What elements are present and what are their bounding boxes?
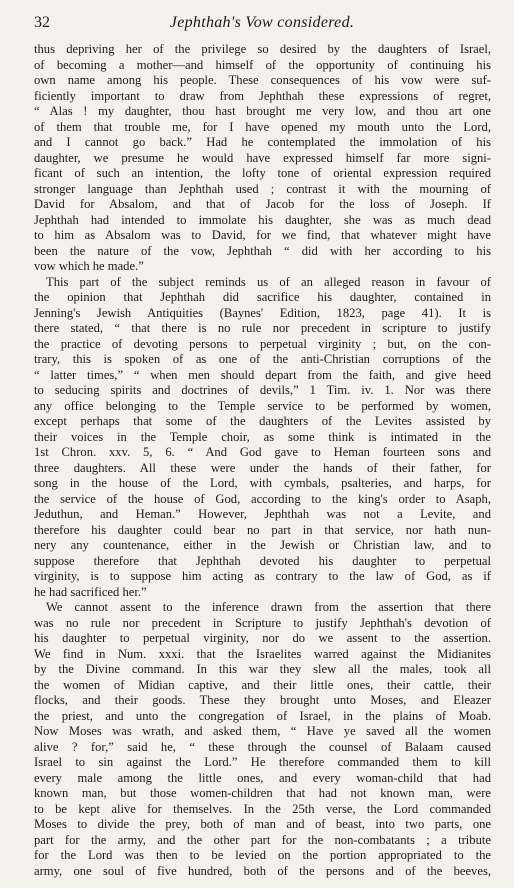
text-line: the service of the house of God, according to the king's order to Asaph, — [34, 491, 491, 506]
text-line: been the nature of the vow, Jephthah “ did with her according to his — [34, 243, 491, 258]
text-line: was no rule nor precedent in Scripture to justify Jephthah's devotion of — [34, 615, 491, 630]
text-line: three daughters. All these were under the hands of their father, for — [34, 460, 491, 475]
text-line: and I cannot go back.” Had he contemplated the immolation of his — [34, 135, 491, 149]
text-line: We cannot assent to the inference drawn from the assertion that there — [46, 600, 491, 614]
text-line: by the Divine command. In this war they slew all the males, took all — [34, 662, 491, 676]
text-line: Israel to sin against the Lord.” He therefore commanded them to kill — [34, 755, 491, 769]
text-line: Jeduthun, and Heman.” However, Jephthah was not a Levite, and — [34, 507, 491, 521]
text-line: their voices in the Temple choir, as some think is intimated in the — [34, 429, 491, 444]
text-line: alive ? for,” said he, “ these through the counsel of Balaam caused — [34, 739, 491, 754]
text-line: ficant of such an intention, the lofty tone of oriental expression required — [34, 166, 491, 180]
text-line: nery any countenance, either in the Jewish or Christian law, and to — [34, 538, 491, 552]
running-title: Jephthah's Vow considered. — [169, 14, 355, 31]
text-line: song in the house of the Lord, with cymbals, psalteries, and harps, for — [34, 476, 491, 490]
text-line: “ Alas ! my daughter, thou hast brought me very low, and thou art one — [34, 104, 491, 118]
text-line: Moses to divide the prey, both of man and of beast, into two parts, one — [34, 817, 491, 831]
text-line: to be kept alive for themselves. In the 25th verse, the Lord commanded — [34, 801, 491, 816]
text-line: Jenning's Jewish Antiquities (Baynes' Edition, 1823, page 41). It is — [34, 305, 491, 320]
text-line: every male among the little ones, and every woman-child that had — [34, 770, 491, 785]
text-line: vow which he made.” — [34, 259, 144, 273]
text-line: there stated, “ that there is no rule nor precedent in scripture to justify — [34, 321, 491, 335]
page-header — [34, 14, 490, 34]
text-line: the practice of devoting persons to perpetual virginity ; but, on the con- — [34, 336, 491, 351]
text-line: This part of the subject reminds us of an alleged reason in favour of — [46, 274, 491, 289]
text-line: for the Lord was then to be levied on the portion appropriated to the — [34, 848, 491, 862]
text-line: suppose therefore that Jephthah devoted his daughter to perpetual — [34, 553, 491, 568]
text-line: of becoming a mother—and himself of the opportunity of continuing his — [34, 57, 491, 72]
text-line: he had sacrificed her.” — [34, 584, 147, 599]
text-line: own name among his people. These consequences of his vow were suf- — [34, 73, 491, 87]
text-line: Jephthah had intended to immolate his daughter, she was as much dead — [34, 212, 491, 227]
text-line: the priest, and unto the congregation of Israel, in the plains of Moab. — [34, 708, 491, 723]
text-line: David for Absalom, and that of Jacob for the loss of Joseph. If — [34, 197, 491, 211]
text-line: thus depriving her of the privilege so desired by the daughters of Israel, — [34, 42, 491, 56]
text-line: to seducing spirits and doctrines of devils,” 1 Tim. iv. 1. Nor was there — [34, 383, 491, 397]
text-line: of them that trouble me, for I have opened my mouth unto the Lord, — [34, 119, 491, 134]
page-number: 32 — [34, 14, 50, 31]
text-line: “ latter times,” “ when men should depart from the faith, and give heed — [34, 367, 491, 382]
text-line: part for the army, and the other part for the non-combatants ; a tribute — [34, 832, 491, 847]
text-line: ficiently important to draw from Jephthah these expressions of regret, — [34, 88, 491, 103]
text-line: 1st Chron. xxv. 5, 6. “ And God gave to Heman fourteen sons and — [34, 445, 491, 459]
text-line: stronger language than Jephthah used ; contrast it with the mourning of — [34, 181, 491, 196]
text-line: the women of Midian captive, and their little ones, their cattle, their — [34, 677, 491, 692]
text-line: army, one soul of five hundred, both of the persons and of the beeves, — [34, 863, 491, 878]
text-line: the opinion that Jephthah did sacrifice his daughter, contained in — [34, 290, 491, 304]
text-line: We find in Num. xxxi. that the Israelites warred against the Midianites — [34, 646, 491, 661]
text-line: trary, this is spoken of as one of the anti-Christian corruptions of the — [34, 352, 491, 366]
text-line: his daughter to perpetual virginity, nor do we assent to the assertion. — [34, 631, 491, 645]
text-line: daughter, we presume he would have expressed himself far more signi- — [34, 150, 491, 165]
text-line: therefore his daughter could bear no part in that service, nor hath nun- — [34, 522, 491, 537]
body-text — [34, 42, 491, 879]
text-line: except perhaps that some of the daughters of the Levites assisted by — [34, 414, 491, 428]
text-line: to him as Absalom was to David, for we find, that whatever might have — [34, 228, 491, 242]
text-line: any office belonging to the Temple service to be performed by women, — [34, 398, 491, 413]
text-line: flocks, and their goods. These they brought unto Moses, and Eleazer — [34, 693, 491, 707]
text-line: Now Moses was wrath, and asked them, “ Have ye saved all the women — [34, 724, 491, 738]
text-line: known man, but those women-children that had not known man, were — [34, 786, 491, 800]
text-line: virginity, is to suppose him acting as contrary to the law of God, as if — [34, 569, 491, 583]
